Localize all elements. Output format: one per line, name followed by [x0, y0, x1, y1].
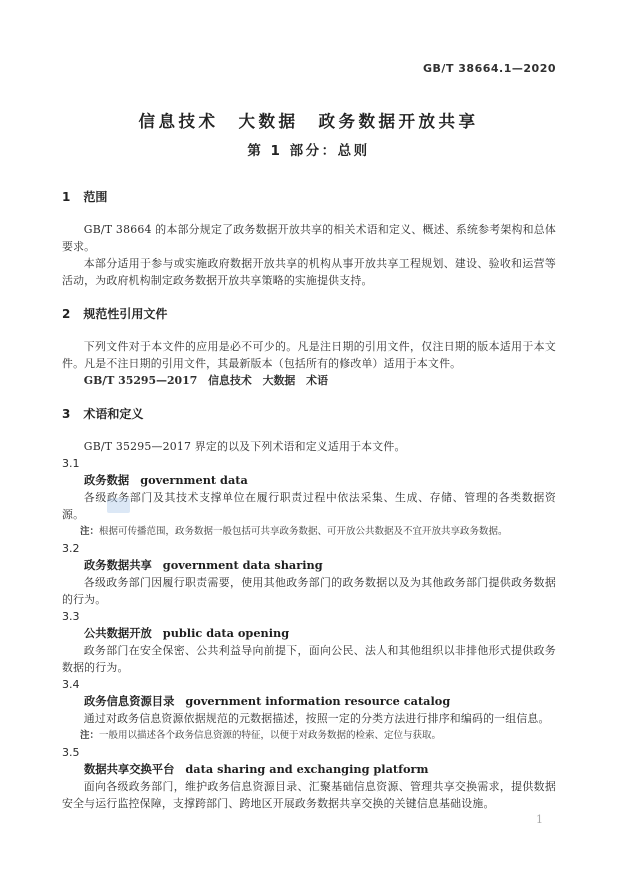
section-heading-normative-refs — [62, 306, 556, 323]
term-name — [62, 472, 556, 489]
standard-number: GB/T 38664.1—2020 — [423, 62, 556, 75]
term-note — [62, 523, 556, 540]
document-subtitle: 第 1 部分：总则 — [247, 143, 370, 159]
terms-intro: GB/T 35295—2017 界定的以及下列术语和定义适用于本文件。 — [83, 440, 406, 453]
term-entry-3-2 — [62, 540, 556, 608]
term-name-zh: 政务数据 — [84, 474, 130, 487]
normative-reference-entry: GB/T 35295—2017 信息技术 大数据 术语 — [83, 374, 328, 387]
section-number: 3 — [62, 407, 71, 421]
term-name-en: government information resource catalog — [185, 694, 451, 708]
document-body — [62, 189, 556, 812]
term-name-zh: 政务数据共享 — [84, 559, 152, 572]
page-number: 1 — [536, 813, 543, 826]
term-definition: 面向各级政务部门，维护政务信息资源目录、汇聚基础信息资源、管理共享交换需求，提供数据安全与运行监控保障，支撑跨部门、跨地区开展政务数据共享交换的关键信息基础设施。 — [62, 780, 556, 810]
section-heading-terms — [62, 406, 556, 423]
scope-paragraph-1: GB/T 38664 的本部分规定了政务数据开放共享的相关术语和定义、概述、系统参考架构和总体要求。 — [62, 223, 556, 253]
term-name-zh: 数据共享交换平台 — [84, 763, 175, 776]
term-name — [62, 557, 556, 574]
section-heading-scope — [62, 189, 556, 206]
section-title: 术语和定义 — [83, 407, 144, 421]
section-title: 规范性引用文件 — [83, 307, 168, 321]
note-label: 注： — [80, 730, 100, 741]
term-number: 3.5 — [62, 746, 80, 759]
term-definition: 各级政务部门及其技术支撑单位在履行职责过程中依法采集、生成、存储、管理的各类数据资源。 — [62, 491, 556, 521]
term-name — [62, 761, 556, 778]
term-number: 3.1 — [62, 457, 80, 470]
term-name-en: data sharing and exchanging platform — [185, 762, 429, 776]
term-definition: 通过对政务信息资源依据规范的元数据描述，按照一定的分类方法进行排序和编码的一组信息。 — [83, 712, 550, 725]
term-number: 3.2 — [62, 542, 80, 555]
term-note — [62, 727, 556, 744]
term-definition: 政务部门在安全保密、公共利益导向前提下，面向公民、法人和其他组织以非排他形式提供政务数据的行为。 — [62, 644, 556, 674]
term-name-en: government data sharing — [162, 558, 323, 572]
term-name — [62, 693, 556, 710]
note-text: 根据可传播范围，政务数据一般包括可共享政务数据、可开放公共数据及不宜开放共享政务数据。 — [99, 526, 508, 537]
scope-paragraph-2: 本部分适用于参与或实施政府数据开放共享的机构从事开放共享工程规划、建设、验收和运营等活动，为政府机构制定政务数据开放共享策略的实施提供支持。 — [62, 257, 556, 287]
term-number: 3.4 — [62, 678, 80, 691]
term-entry-3-5 — [62, 744, 556, 812]
term-definition: 各级政务部门因履行职责需要，使用其他政务部门的政务数据以及为其他政务部门提供政务数据的行为。 — [62, 576, 556, 606]
section-number: 1 — [62, 190, 71, 204]
note-text: 一般用以描述各个政务信息资源的特征，以便于对政务数据的检索、定位与获取。 — [99, 730, 442, 741]
normative-refs-paragraph: 下列文件对于本文件的应用是必不可少的。凡是注日期的引用文件，仅注日期的版本适用于本文件。凡是不注日期的引用文件，其最新版本（包括所有的修改单）适用于本文件。 — [62, 340, 556, 370]
term-name-zh: 公共数据开放 — [84, 627, 152, 640]
term-entry-3-1 — [62, 455, 556, 540]
term-number: 3.3 — [62, 610, 80, 623]
term-name-en: public data opening — [162, 626, 290, 640]
term-name-en: government data — [140, 473, 248, 487]
section-title: 范围 — [83, 190, 108, 204]
term-name — [62, 625, 556, 642]
term-entry-3-3 — [62, 608, 556, 676]
section-number: 2 — [62, 307, 71, 321]
term-name-zh: 政务信息资源目录 — [84, 695, 175, 708]
document-title: 信息技术 大数据 政务数据开放共享 — [138, 112, 479, 131]
note-label: 注： — [80, 526, 100, 537]
term-entry-3-4 — [62, 676, 556, 744]
